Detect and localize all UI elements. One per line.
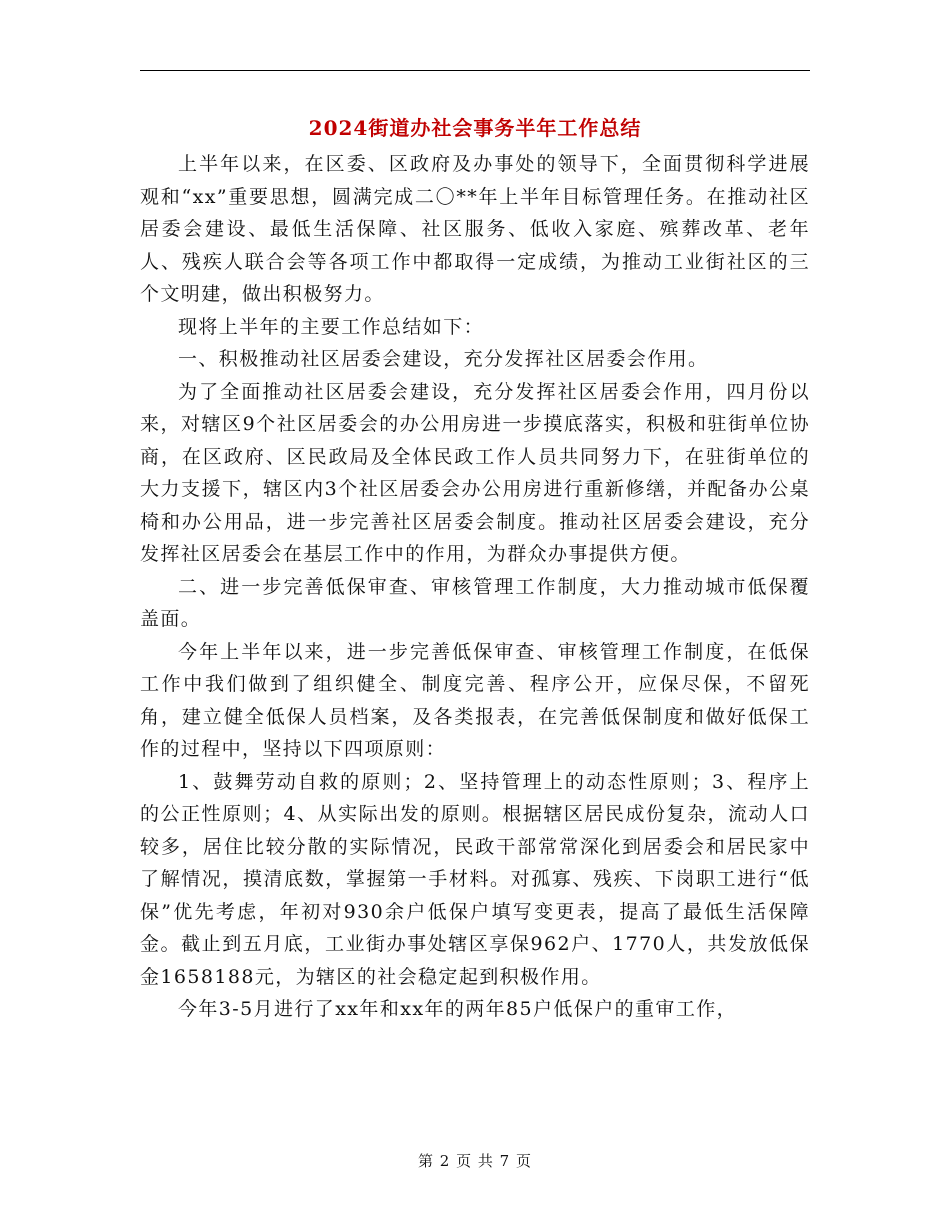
section-heading-1: 一、积极推动社区居委会建设，充分发挥社区居委会作用。 (178, 348, 709, 370)
header-rule (140, 70, 810, 71)
paragraph-summary-lead: 现将上半年的主要工作总结如下： (178, 315, 485, 338)
paragraph-intro: 上半年以来，在区委、区政府及办事处的领导下，全面贯彻科学进展观和“xx”重要思想，圆满完成二〇**年上半年目标管理任务。在推动社区居委会建设、最低生活保障、社区服务、低收入家庭、殡葬改革、老年人、残疾人联合会等各项工作中都取得一定成绩，为推动工业街社区的三个文明建，做出积极努力。 (140, 153, 810, 305)
page-number: 第 2 页 共 7 页 (418, 1152, 532, 1170)
paragraph-review: 今年3-5月进行了xx年和xx年的两年85户低保户的重审工作， (178, 998, 738, 1020)
section-heading-2: 二、进一步完善低保审查、审核管理工作制度，大力推动城市低保覆盖面。 (140, 575, 810, 630)
paragraph-section-2: 今年上半年以来，进一步完善低保审查、审核管理工作制度，在低保工作中我们做到了组织健全、制度完善、程序公开，应保尽保，不留死角，建立健全低保人员档案，及各类报表，在完善低保制度和做好低保工作的过程中，坚持以下四项原则： (140, 640, 810, 760)
paragraph-principles: 1、鼓舞劳动自救的原则；2、坚持管理上的动态性原则；3、程序上的公正性原则；4、从实际出发的原则。根据辖区居民成份复杂，流动人口较多，居住比较分散的实际情况，民政干部常常深化到居委会和居民家中了解情况，摸清底数，掌握第一手材料。对孤寡、残疾、下岗职工进行“低保”优先考虑，年初对930余户低保户填写变更表，提高了最低生活保障金。截止到五月底，工业街办事处辖区享保962户、1770人，共发放低保金1658188元，为辖区的社会稳定起到积极作用。 (140, 770, 810, 988)
document-title: 2024街道办社会事务半年工作总结 (308, 116, 642, 140)
paragraph-section-1: 为了全面推动社区居委会建设，充分发挥社区居委会作用，四月份以来，对辖区9个社区居委会的办公用房进一步摸底落实，积极和驻街单位协商，在区政府、区民政局及全体民政工作人员共同努力下，在驻街单位的大力支援下，辖区内3个社区居委会办公用房进行重新修缮，并配备办公桌椅和办公用品，进一步完善社区居委会制度。推动社区居委会建设，充分发挥社区居委会在基层工作中的作用，为群众办事提供方便。 (140, 380, 810, 565)
document-body (140, 148, 810, 1026)
